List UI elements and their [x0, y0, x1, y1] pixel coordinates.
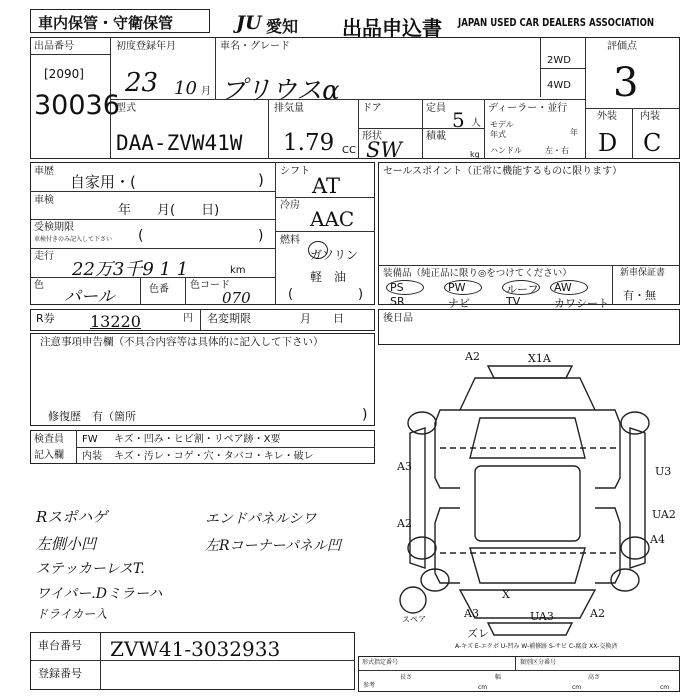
footer-cm-2: cm	[572, 684, 582, 691]
association-name: JAPAN USED CAR DEALERS ASSOCIATION	[458, 17, 655, 29]
remark-2: 左側小凹	[36, 535, 97, 553]
remark-7: 左Rコーナーパネル凹	[205, 538, 341, 554]
warranty-label: 新車保証書	[620, 268, 666, 278]
score-value: 3	[613, 60, 639, 106]
equipment-item: ナビ	[448, 297, 470, 310]
displacement-label: 排気量	[274, 103, 304, 114]
displacement-unit: CC	[342, 145, 356, 156]
accept-note: 車検付きのみ記入して下さい	[34, 236, 113, 243]
footer-cm-1: cm	[478, 684, 488, 691]
lot-number: 30036	[34, 90, 120, 121]
inspector-label-1: 検査員	[34, 434, 64, 445]
fuel-diesel: 軽 油	[310, 270, 347, 284]
color-num-label: 色番	[149, 284, 169, 295]
damage-code: A3	[464, 607, 479, 620]
brand: 愛知	[266, 17, 299, 36]
cooling-value: AAC	[310, 207, 355, 231]
recycle-value: 13220	[90, 312, 141, 331]
reg-year: 23	[125, 68, 159, 98]
dealer-year-label: 年式	[490, 130, 506, 139]
model-label: 型式	[116, 103, 136, 114]
equipment-item: AW	[554, 281, 572, 294]
damage-legend: A-キズ E-エクボ U-凹み W-補修跡 S-サビ C-腐食 XX-交換済	[455, 643, 618, 650]
damage-code: UA2	[652, 508, 676, 521]
displacement-value: 1.79	[283, 130, 335, 156]
score-ext-label: 外装	[597, 111, 617, 122]
fuel-close: )	[358, 287, 364, 302]
footer-ref: 参考	[363, 682, 376, 689]
form-title: 出品申込書	[342, 16, 442, 40]
reg-label: 初度登録年月	[116, 41, 176, 52]
ju-logo: JU	[236, 12, 262, 34]
car-diagram	[380, 348, 680, 648]
handle-opts: 左・右	[545, 146, 569, 155]
color-code: 070	[222, 289, 251, 307]
fuel-gas: ガソリン	[310, 248, 359, 262]
notes-label: 注意事項申告欄（不具合内容等は具体的に記入して下さい）	[40, 336, 324, 348]
load-unit: kg	[470, 150, 480, 159]
footer-height: 高さ	[588, 674, 601, 681]
damage-code: A2	[397, 517, 412, 530]
accept-open: (	[138, 228, 144, 244]
color-value: パール	[64, 287, 115, 307]
dealer-model-label: モデル	[490, 120, 514, 129]
doors-label: ドア	[362, 103, 382, 114]
color-label: 色	[34, 280, 44, 291]
after-day-label: 後日品	[383, 313, 413, 324]
score-int: C	[643, 129, 662, 157]
score-ext: D	[598, 129, 618, 157]
drive-4wd: 4WD	[547, 80, 571, 91]
fuel-label: 燃料	[280, 235, 300, 246]
load-label: 積載	[426, 131, 446, 142]
damage-code: ズレ	[467, 627, 489, 640]
reg-month: 10	[174, 78, 197, 99]
remark-3: ステッカーレスT.	[36, 561, 145, 577]
capacity-label: 定員	[426, 103, 446, 114]
mileage-value: 22万3千9 1 1	[72, 259, 189, 280]
damage-code: A2	[465, 350, 480, 363]
footer-cm-3: cm	[660, 684, 670, 691]
lot-label: 出品番号	[34, 41, 74, 52]
lot-bracket: [2090]	[44, 67, 84, 81]
registration-label: 登録番号	[38, 667, 82, 680]
damage-code: X	[502, 588, 510, 601]
remark-4: ワイパー.Dミラーハ	[36, 586, 163, 602]
accept-close: )	[258, 228, 264, 244]
damage-code: X1A	[528, 352, 551, 365]
shift-label: シフト	[280, 166, 310, 177]
shape-value: SW	[366, 138, 402, 162]
reg-month-unit: 月	[201, 86, 211, 97]
shift-value: AT	[312, 174, 341, 198]
damage-code: UA3	[530, 610, 554, 623]
history-close: )	[258, 171, 264, 189]
name-change-label: 名変期限	[207, 312, 251, 325]
sales-point-label: セールスポイント（正常に機能するものに限ります）	[383, 166, 623, 177]
warranty-opts: 有・無	[623, 289, 656, 302]
capacity-unit: 人	[471, 118, 481, 129]
inspector-row2: キズ・汚レ・コゲ・穴・タバコ・キレ・破レ	[114, 451, 314, 462]
footer-length: 長さ	[400, 674, 413, 681]
equipment-item: PW	[448, 281, 466, 294]
drive-2wd: 2WD	[547, 55, 571, 66]
footer-width: 幅	[495, 674, 502, 681]
capacity-value: 5	[452, 108, 465, 132]
repair-close: )	[362, 407, 368, 423]
inspector-label-2: 記入欄	[34, 450, 64, 461]
inspection-text: 年 月( 日)	[118, 203, 220, 218]
color-code-label: 色コード	[190, 280, 230, 291]
inspector-row1: キズ・凹み・ヒビ割・リペア跡・X要	[114, 434, 281, 445]
damage-code: U3	[655, 465, 672, 478]
repair-history: 修復歴 有（箇所	[48, 410, 136, 423]
storage-tag-text: 車内保管・守衛保管	[38, 14, 174, 32]
chassis-value: ZVW41-3032933	[110, 637, 281, 661]
model-value: DAA-ZVW41W	[116, 131, 243, 155]
remark-5: ドライカー入	[36, 607, 108, 621]
damage-code: A2	[590, 607, 605, 620]
score-int-label: 内装	[640, 111, 660, 122]
equipment-item: PS	[390, 281, 404, 294]
remark-1: Rスポハゲ	[36, 508, 108, 526]
equipment-item: SR	[390, 295, 405, 308]
accept-label: 受検期限	[34, 222, 74, 233]
equipment-item: カワシート	[554, 297, 609, 310]
damage-code: A3	[397, 460, 412, 473]
history-label: 車歴	[34, 166, 54, 177]
equipment-item: TV	[506, 295, 521, 308]
car-name-label: 車名・グレード	[220, 41, 290, 52]
spare-label: スペア	[402, 615, 426, 624]
handle-label: ハンドル	[490, 146, 522, 155]
inspection-label: 車検	[34, 195, 54, 206]
fuel-open: (	[288, 287, 294, 302]
remark-6: エンドパネルシワ	[205, 511, 317, 527]
name-change-text: 月 日	[300, 312, 344, 325]
inspector-row2-tag: 内装	[82, 451, 102, 462]
dealer-year-unit: 年	[570, 128, 578, 137]
recycle-unit: 円	[183, 313, 193, 324]
mileage-unit: km	[230, 265, 246, 276]
inspector-row1-tag: FW	[82, 434, 98, 445]
cooling-label: 冷房	[280, 200, 300, 211]
after-day-box	[378, 309, 680, 345]
footer-class: 類別区分番号	[520, 659, 557, 666]
damage-code: A4	[650, 533, 665, 546]
shape-label: 形状	[362, 131, 382, 142]
history-value: 自家用・(	[70, 173, 136, 191]
car-name: プリウスα	[220, 76, 340, 106]
score-label: 評価点	[607, 41, 637, 52]
dealer-label: ディーラー・並行	[488, 103, 568, 114]
chassis-label: 車台番号	[38, 639, 82, 652]
mileage-label: 走行	[34, 251, 54, 262]
footer-cert: 形式指定番号	[362, 659, 399, 666]
equipment-label: 装備品（純正品に限り◎をつけてください）	[383, 268, 572, 279]
recycle-label: R券	[36, 312, 55, 325]
equipment-item: ルーフ	[506, 283, 539, 296]
